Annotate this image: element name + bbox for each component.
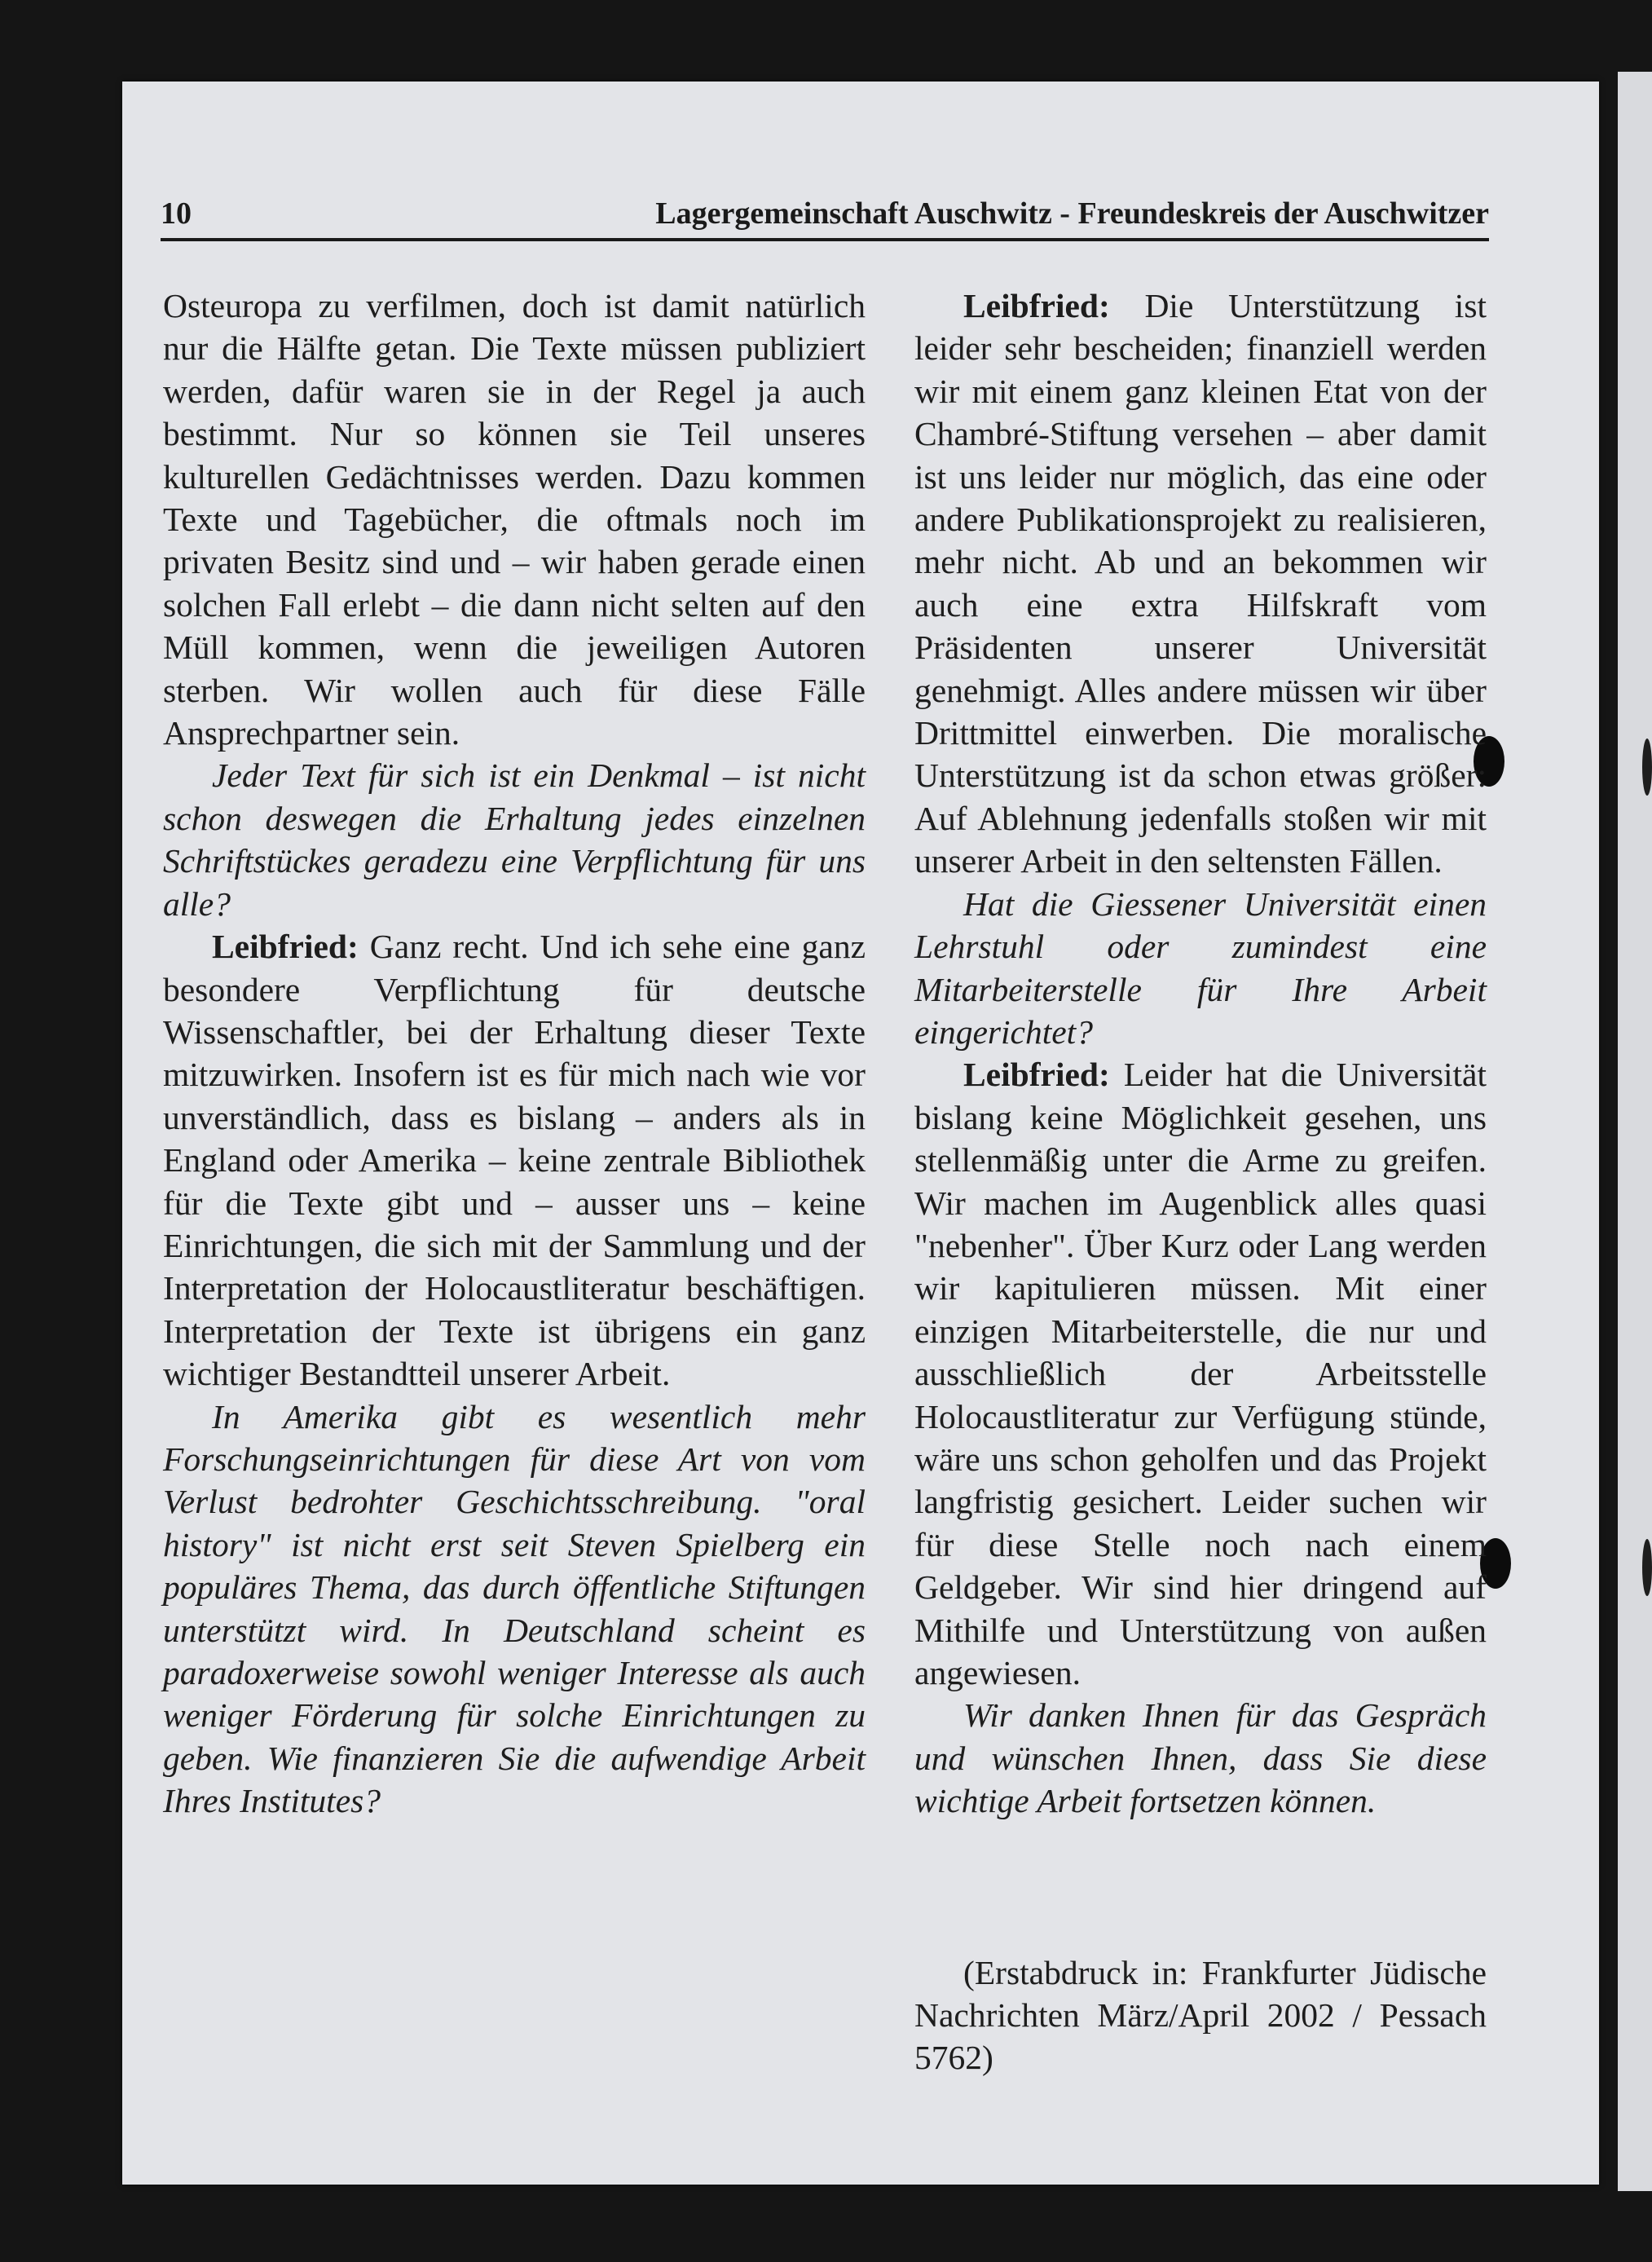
interview-question-3: Hat die Giessener Universität einen Lehrstuhl oder zumindest eine Mitarbeiterstelle für Ihre Arbeit eingerichtet? — [914, 884, 1487, 1051]
interview-answer-2 — [914, 284, 1487, 883]
answer-text: Leider hat die Universität bislang keine Möglichkeit gesehen, uns stellenmäßig unter die Arme zu greifen. Wir machen im Augenblick alles quasi "nebenher". Über Kurz oder Lang werden wir kapitulieren müssen. Mit einer einzigen Mitarbeiterstelle, die nur und ausschließlich der Arbeitsstelle Holocaustliteratur zur Verfügung stünde, wäre uns schon geholfen und das Projekt langfristig gesichert. Leider suchen wir für diese Stelle noch nach einem Geldgeber. Wir sind hier dringend auf Mithilfe und Unterstützung von außen angewiesen. — [914, 1056, 1487, 1691]
left-column — [163, 284, 866, 1823]
running-title: Lagergemeinschaft Auschwitz - Freundeskreis der Auschwitzer — [655, 196, 1489, 231]
speaker-label: Leibfried: — [212, 928, 359, 966]
page-header — [161, 196, 1489, 241]
closing-remark: Wir danken Ihnen für das Gespräch und wünschen Ihnen, dass Sie diese wichtige Arbeit fortsetzen können. — [914, 1696, 1487, 1820]
speaker-label: Leibfried: — [963, 287, 1110, 324]
first-print-citation: (Erstabdruck in: Frankfurter Jüdische Nachrichten März/April 2002 / Pessach 5762) — [914, 1953, 1487, 2077]
interview-answer-1 — [163, 925, 866, 1395]
speaker-label: Leibfried: — [963, 1056, 1110, 1094]
answer-text: Ganz recht. Und ich sehe eine ganz besondere Verpflichtung für deutsche Wissenschaftler, bei der Erhaltung dieser Texte mitzuwirken. Insofern ist es für mich nach wie vor unverständlich, dass es bislang – anders als in England oder Amerika – keine zentrale Bibliothek für die Texte gibt und – ausser uns – keine Einrichtungen, die sich mit der Sammlung und der Interpretation der Holocaustliteratur beschäftigen. Interpretation der Texte ist übrigens ein ganz wichtiger Bestandtteil unserer Arbeit. — [163, 928, 866, 1393]
interview-answer-3 — [914, 1053, 1487, 1694]
interview-question-2: In Amerika gibt es wesentlich mehr Forschungseinrichtungen für diese Art von vom Verlust bedrohter Geschichtsschreibung. "oral history" ist nicht erst seit Steven Spielberg ein populäres Thema, das durch öffentliche Stiftungen unterstützt wird. In Deutschland scheint es paradoxerweise sowohl weniger Interesse als auch weniger Förderung für solche Einrichtungen zu geben. Wie finanzieren Sie die aufwendige Arbeit Ihres Institutes? — [163, 1397, 866, 1820]
page-number: 10 — [161, 196, 192, 231]
right-column — [914, 284, 1487, 2079]
spacer — [914, 1823, 1487, 1951]
adjacent-punch-hole-upper — [1642, 739, 1652, 796]
answer-text: Die Unterstützung ist leider sehr bescheiden; finanziell werden wir mit einem ganz kleinen Etat von der Chambré-Stiftung versehen – aber damit ist uns leider nur möglich, das eine oder andere Publikationsprojekt zu realisieren, mehr nicht. Ab und an bekommen wir auch eine extra Hilfskraft vom Präsidenten unserer Universität genehmigt. Alles andere müssen wir über Drittmittel einwerben. Die moralische Unterstützung ist da schon etwas größer: Auf Ablehnung jedenfalls stoßen wir mit unserer Arbeit in den seltensten Fällen. — [914, 287, 1487, 880]
adjacent-punch-hole-lower — [1642, 1539, 1652, 1596]
interview-question-1: Jeder Text für sich ist ein Denkmal – ist nicht schon deswegen die Erhaltung jedes einzelnen Schriftstückes geradezu eine Verpflichtung für uns alle? — [163, 756, 866, 923]
adjacent-page-edge — [1618, 72, 1652, 2191]
paragraph-continuation: Osteuropa zu verfilmen, doch ist damit natürlich nur die Hälfte getan. Die Texte müssen publiziert werden, dafür waren sie in der Regel ja auch bestimmt. Nur so können sie Teil unseres kulturellen Gedächtnisses werden. Dazu kommen Texte und Tagebücher, die oftmals noch im privaten Besitz sind und – wir haben gerade einen solchen Fall erlebt – die dann nicht selten auf den Müll kommen, wenn die jeweiligen Autoren sterben. Wir wollen auch für diese Fälle Ansprechpartner sein. — [163, 287, 866, 752]
